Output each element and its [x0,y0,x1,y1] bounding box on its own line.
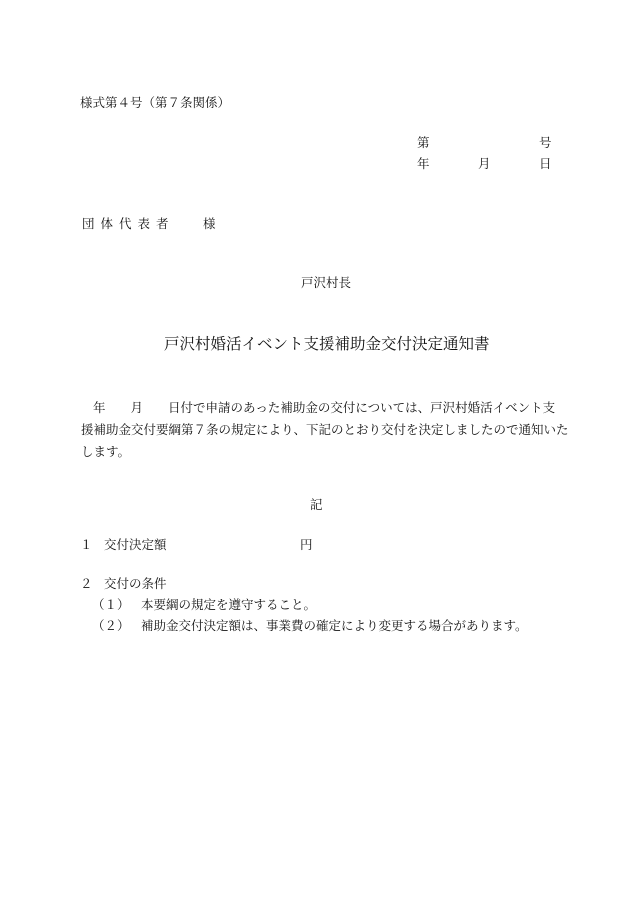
item2-label: 交付の条件 [104,576,167,591]
condition-1-number: （１） [92,597,130,612]
body-line-3: します。 [81,444,131,459]
item1-label: 交付決定額 [104,537,167,552]
date-day: 日 [539,156,552,171]
number-prefix: 第 [417,135,430,150]
addressee-honorific: 様 [203,216,216,231]
body-line-1: 年 月 日付で申請のあった補助金の交付については、戸沢村婚活イベント支 [93,400,556,415]
number-suffix: 号 [539,135,552,150]
item2-number: ２ [80,576,93,591]
ki-heading: 記 [310,497,323,512]
condition-1-text: 本要綱の規定を遵守すること。 [141,597,317,612]
date-year: 年 [417,156,430,171]
date-month: 月 [478,156,491,171]
body-paragraph [81,397,569,463]
form-label: 様式第４号（第７条関係） [80,95,231,110]
condition-2-text: 補助金交付決定額は、事業費の確定により変更する場合があります。 [141,618,528,633]
page-title: 戸沢村婚活イベント支援補助金交付決定通知書 [164,335,490,353]
addressee-name: 団体代表者 [82,216,175,231]
body-line-2: 援補助金交付要綱第７条の規定により、下記のとおり交付を決定しましたので通知いた [81,422,569,437]
item1-unit: 円 [300,537,313,552]
item1-number: １ [80,537,93,552]
issuer: 戸沢村長 [301,275,352,290]
condition-2-number: （２） [92,618,130,633]
